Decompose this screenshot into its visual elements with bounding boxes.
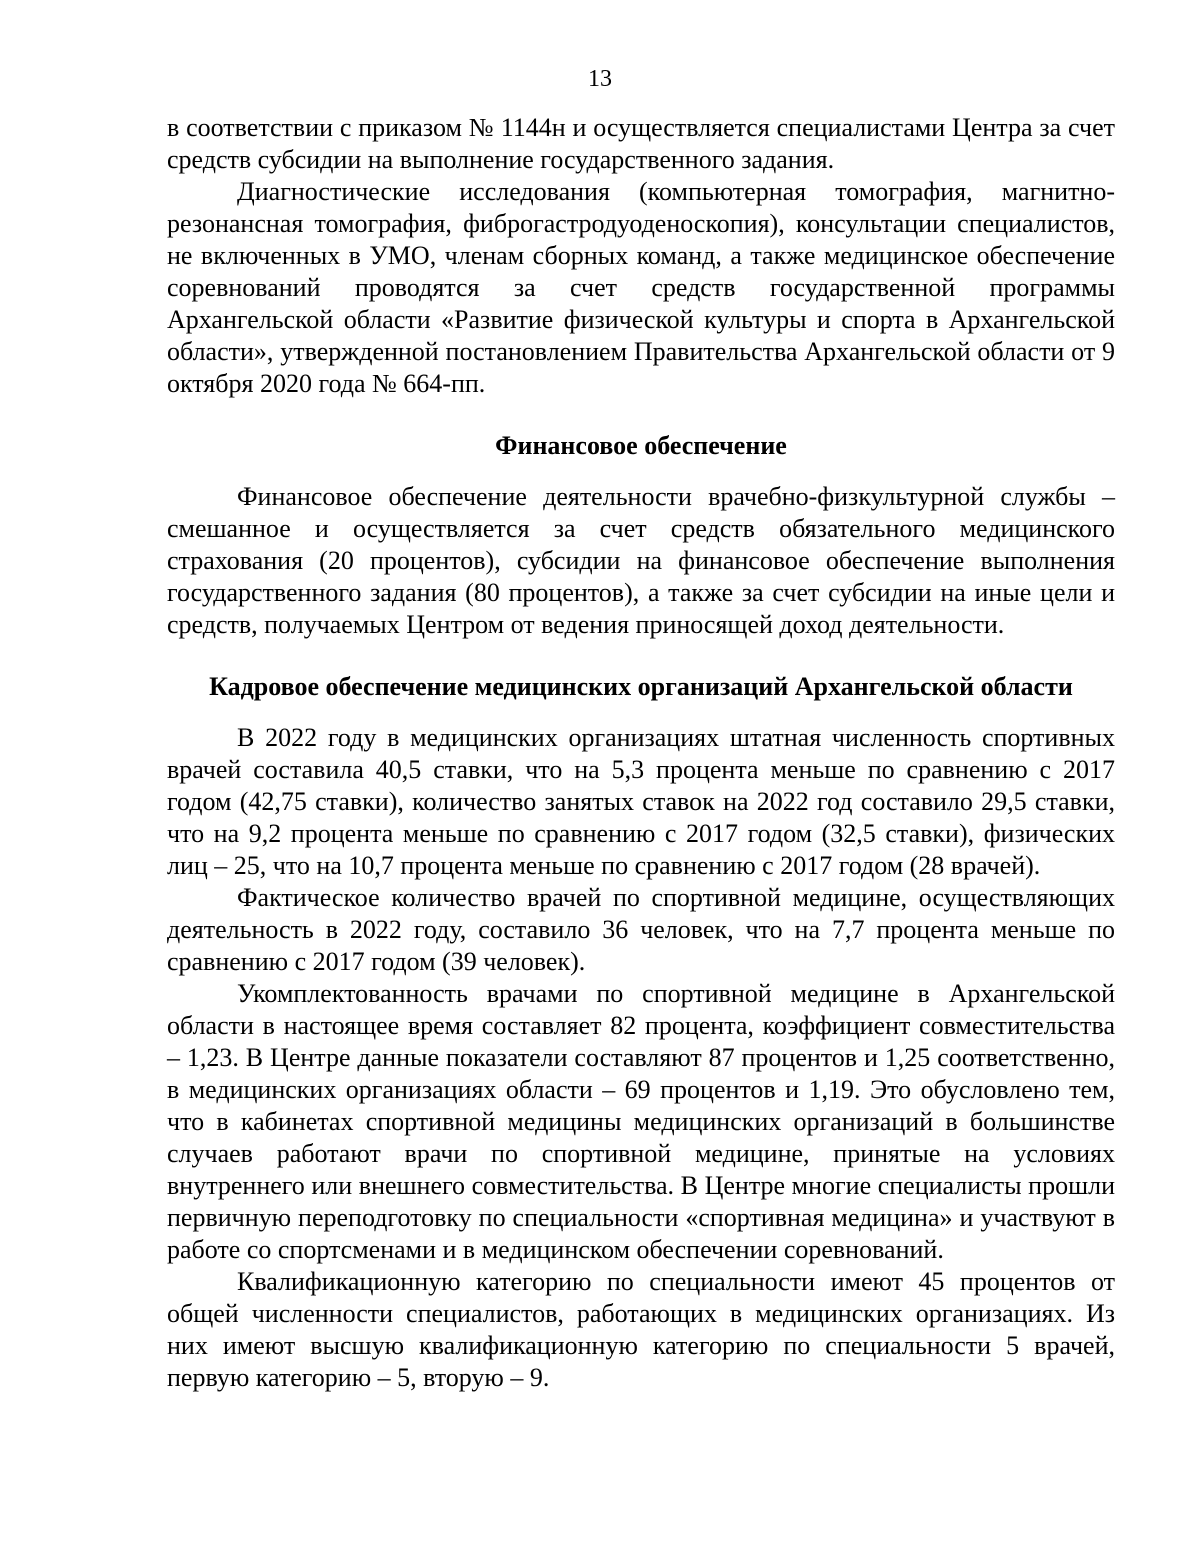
document-body [167, 112, 1115, 1394]
page-number: 13 [588, 66, 612, 92]
section-heading-finance: Финансовое обеспечение [495, 431, 787, 460]
paragraph: Диагностические исследования (компьютерная томография, магнитно-резонансная томография, фиброгастродуоденоскопия), консультации специалистов, не включенных в УМО, членам сборных команд, а также медицинское обеспечение соревнований проводятся за счет средств государственной программы Архангельской области «Развитие физической культуры и спорта в Архангельской области», утвержденной постановлением Правительства Архангельской области от 9 октября 2020 года № 664-пп. [167, 177, 1115, 398]
paragraph: в соответствии с приказом № 1144н и осуществляется специалистами Центра за счет средств субсидии на выполнение государственного задания. [167, 113, 1115, 174]
paragraph: Финансовое обеспечение деятельности врачебно-физкультурной службы – смешанное и осуществляется за счет средств обязательного медицинского страхования (20 процентов), субсидии на финансовое обеспечение выполнения государственного задания (80 процентов), а также за счет субсидии на иные цели и средств, получаемых Центром от ведения приносящей доход деятельности. [167, 482, 1115, 639]
paragraph: Укомплектованность врачами по спортивной медицине в Архангельской области в настоящее время составляет 82 процента, коэффициент совместительства – 1,23. В Центре данные показатели составляют 87 процентов и 1,25 соответственно, в медицинских организациях области – 69 процентов и 1,19. Это обусловлено тем, что в кабинетах спортивной медицины медицинских организаций в большинстве случаев работают врачи по спортивной медицине, принятые на условиях внутреннего или внешнего совместительства. В Центре многие специалисты прошли первичную переподготовку по специальности «спортивная медицина» и участвуют в работе со спортсменами и в медицинском обеспечении соревнований. [167, 979, 1115, 1264]
section-heading-staffing: Кадровое обеспечение медицинских организаций Архангельской области [209, 672, 1073, 701]
paragraph: В 2022 году в медицинских организациях штатная численность спортивных врачей составила 40,5 ставки, что на 5,3 процента меньше по сравнению с 2017 годом (42,75 ставки), количество занятых ставок на 2022 год составило 29,5 ставки, что на 9,2 процента меньше по сравнению с 2017 годом (32,5 ставки), физических лиц – 25, что на 10,7 процента меньше по сравнению с 2017 годом (28 врачей). [167, 723, 1115, 880]
paragraph: Квалификационную категорию по специальности имеют 45 процентов от общей численности специалистов, работающих в медицинских организациях. Из них имеют высшую квалификационную категорию по специальности 5 врачей, первую категорию – 5, вторую – 9. [167, 1267, 1115, 1392]
paragraph: Фактическое количество врачей по спортивной медицине, осуществляющих деятельность в 2022 году, составило 36 человек, что на 7,7 процента меньше по сравнению с 2017 годом (39 человек). [167, 883, 1115, 976]
